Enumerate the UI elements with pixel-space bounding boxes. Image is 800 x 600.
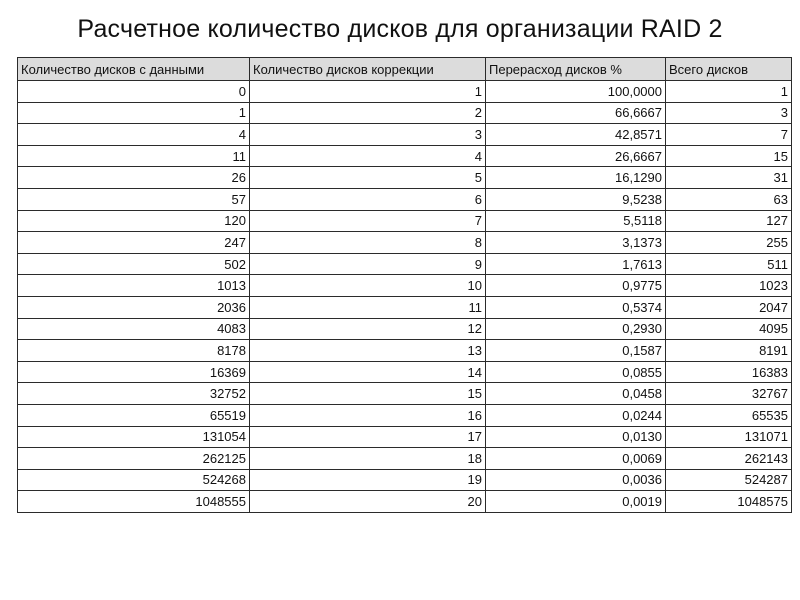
cell-total-disks: 32767 bbox=[666, 383, 792, 405]
cell-total-disks: 511 bbox=[666, 253, 792, 275]
cell-correction-disks: 10 bbox=[250, 275, 486, 297]
table-row bbox=[18, 426, 792, 448]
cell-data-disks: 131054 bbox=[18, 426, 250, 448]
header-overhead-percent: Перерасход дисков % bbox=[486, 58, 666, 81]
cell-total-disks: 7 bbox=[666, 124, 792, 146]
cell-overhead-percent: 42,8571 bbox=[486, 124, 666, 146]
cell-correction-disks: 20 bbox=[250, 491, 486, 513]
cell-correction-disks: 5 bbox=[250, 167, 486, 189]
cell-overhead-percent: 66,6667 bbox=[486, 102, 666, 124]
header-total-disks: Всего дисков bbox=[666, 58, 792, 81]
table-row bbox=[18, 145, 792, 167]
cell-overhead-percent: 0,0036 bbox=[486, 469, 666, 491]
table-row bbox=[18, 81, 792, 103]
cell-overhead-percent: 100,0000 bbox=[486, 81, 666, 103]
cell-data-disks: 1 bbox=[18, 102, 250, 124]
table-row bbox=[18, 361, 792, 383]
cell-correction-disks: 17 bbox=[250, 426, 486, 448]
cell-data-disks: 524268 bbox=[18, 469, 250, 491]
raid-disk-table bbox=[17, 57, 792, 513]
cell-data-disks: 4 bbox=[18, 124, 250, 146]
cell-total-disks: 8191 bbox=[666, 340, 792, 362]
cell-correction-disks: 9 bbox=[250, 253, 486, 275]
cell-correction-disks: 2 bbox=[250, 102, 486, 124]
cell-data-disks: 262125 bbox=[18, 448, 250, 470]
cell-correction-disks: 11 bbox=[250, 296, 486, 318]
cell-correction-disks: 3 bbox=[250, 124, 486, 146]
cell-total-disks: 127 bbox=[666, 210, 792, 232]
cell-total-disks: 1048575 bbox=[666, 491, 792, 513]
cell-data-disks: 1013 bbox=[18, 275, 250, 297]
cell-data-disks: 4083 bbox=[18, 318, 250, 340]
cell-overhead-percent: 0,9775 bbox=[486, 275, 666, 297]
table-row bbox=[18, 318, 792, 340]
cell-data-disks: 11 bbox=[18, 145, 250, 167]
table-row bbox=[18, 167, 792, 189]
cell-correction-disks: 18 bbox=[250, 448, 486, 470]
cell-data-disks: 16369 bbox=[18, 361, 250, 383]
cell-total-disks: 255 bbox=[666, 232, 792, 254]
cell-overhead-percent: 0,5374 bbox=[486, 296, 666, 318]
cell-overhead-percent: 0,0244 bbox=[486, 404, 666, 426]
cell-overhead-percent: 1,7613 bbox=[486, 253, 666, 275]
cell-overhead-percent: 0,0069 bbox=[486, 448, 666, 470]
cell-data-disks: 57 bbox=[18, 188, 250, 210]
cell-correction-disks: 16 bbox=[250, 404, 486, 426]
cell-total-disks: 3 bbox=[666, 102, 792, 124]
cell-total-disks: 1 bbox=[666, 81, 792, 103]
cell-overhead-percent: 0,0019 bbox=[486, 491, 666, 513]
cell-total-disks: 2047 bbox=[666, 296, 792, 318]
cell-correction-disks: 15 bbox=[250, 383, 486, 405]
table-row bbox=[18, 232, 792, 254]
cell-overhead-percent: 0,1587 bbox=[486, 340, 666, 362]
cell-overhead-percent: 0,0130 bbox=[486, 426, 666, 448]
cell-total-disks: 15 bbox=[666, 145, 792, 167]
header-correction-disks: Количество дисков коррекции bbox=[250, 58, 486, 81]
table-row bbox=[18, 404, 792, 426]
cell-correction-disks: 6 bbox=[250, 188, 486, 210]
table-row bbox=[18, 448, 792, 470]
cell-total-disks: 4095 bbox=[666, 318, 792, 340]
cell-total-disks: 16383 bbox=[666, 361, 792, 383]
cell-data-disks: 247 bbox=[18, 232, 250, 254]
table-row bbox=[18, 102, 792, 124]
cell-overhead-percent: 26,6667 bbox=[486, 145, 666, 167]
header-data-disks: Количество дисков с данными bbox=[18, 58, 250, 81]
cell-overhead-percent: 16,1290 bbox=[486, 167, 666, 189]
table-row bbox=[18, 275, 792, 297]
table-row bbox=[18, 469, 792, 491]
cell-correction-disks: 12 bbox=[250, 318, 486, 340]
table-row bbox=[18, 491, 792, 513]
cell-data-disks: 502 bbox=[18, 253, 250, 275]
table-row bbox=[18, 124, 792, 146]
cell-data-disks: 1048555 bbox=[18, 491, 250, 513]
cell-total-disks: 524287 bbox=[666, 469, 792, 491]
cell-data-disks: 0 bbox=[18, 81, 250, 103]
cell-correction-disks: 1 bbox=[250, 81, 486, 103]
cell-correction-disks: 19 bbox=[250, 469, 486, 491]
cell-overhead-percent: 0,0855 bbox=[486, 361, 666, 383]
cell-correction-disks: 4 bbox=[250, 145, 486, 167]
cell-correction-disks: 8 bbox=[250, 232, 486, 254]
table-row bbox=[18, 253, 792, 275]
cell-total-disks: 131071 bbox=[666, 426, 792, 448]
table-row bbox=[18, 188, 792, 210]
cell-data-disks: 32752 bbox=[18, 383, 250, 405]
cell-total-disks: 262143 bbox=[666, 448, 792, 470]
cell-data-disks: 65519 bbox=[18, 404, 250, 426]
table-row bbox=[18, 210, 792, 232]
cell-overhead-percent: 0,0458 bbox=[486, 383, 666, 405]
cell-data-disks: 2036 bbox=[18, 296, 250, 318]
cell-correction-disks: 14 bbox=[250, 361, 486, 383]
cell-data-disks: 120 bbox=[18, 210, 250, 232]
cell-overhead-percent: 9,5238 bbox=[486, 188, 666, 210]
cell-overhead-percent: 3,1373 bbox=[486, 232, 666, 254]
cell-total-disks: 65535 bbox=[666, 404, 792, 426]
cell-data-disks: 26 bbox=[18, 167, 250, 189]
cell-total-disks: 63 bbox=[666, 188, 792, 210]
table-row bbox=[18, 296, 792, 318]
cell-correction-disks: 13 bbox=[250, 340, 486, 362]
cell-total-disks: 1023 bbox=[666, 275, 792, 297]
cell-overhead-percent: 0,2930 bbox=[486, 318, 666, 340]
cell-data-disks: 8178 bbox=[18, 340, 250, 362]
page-title: Расчетное количество дисков для организации RAID 2 bbox=[77, 15, 723, 43]
table-row bbox=[18, 340, 792, 362]
cell-overhead-percent: 5,5118 bbox=[486, 210, 666, 232]
cell-correction-disks: 7 bbox=[250, 210, 486, 232]
table-header-row bbox=[18, 58, 792, 81]
cell-total-disks: 31 bbox=[666, 167, 792, 189]
table-row bbox=[18, 383, 792, 405]
